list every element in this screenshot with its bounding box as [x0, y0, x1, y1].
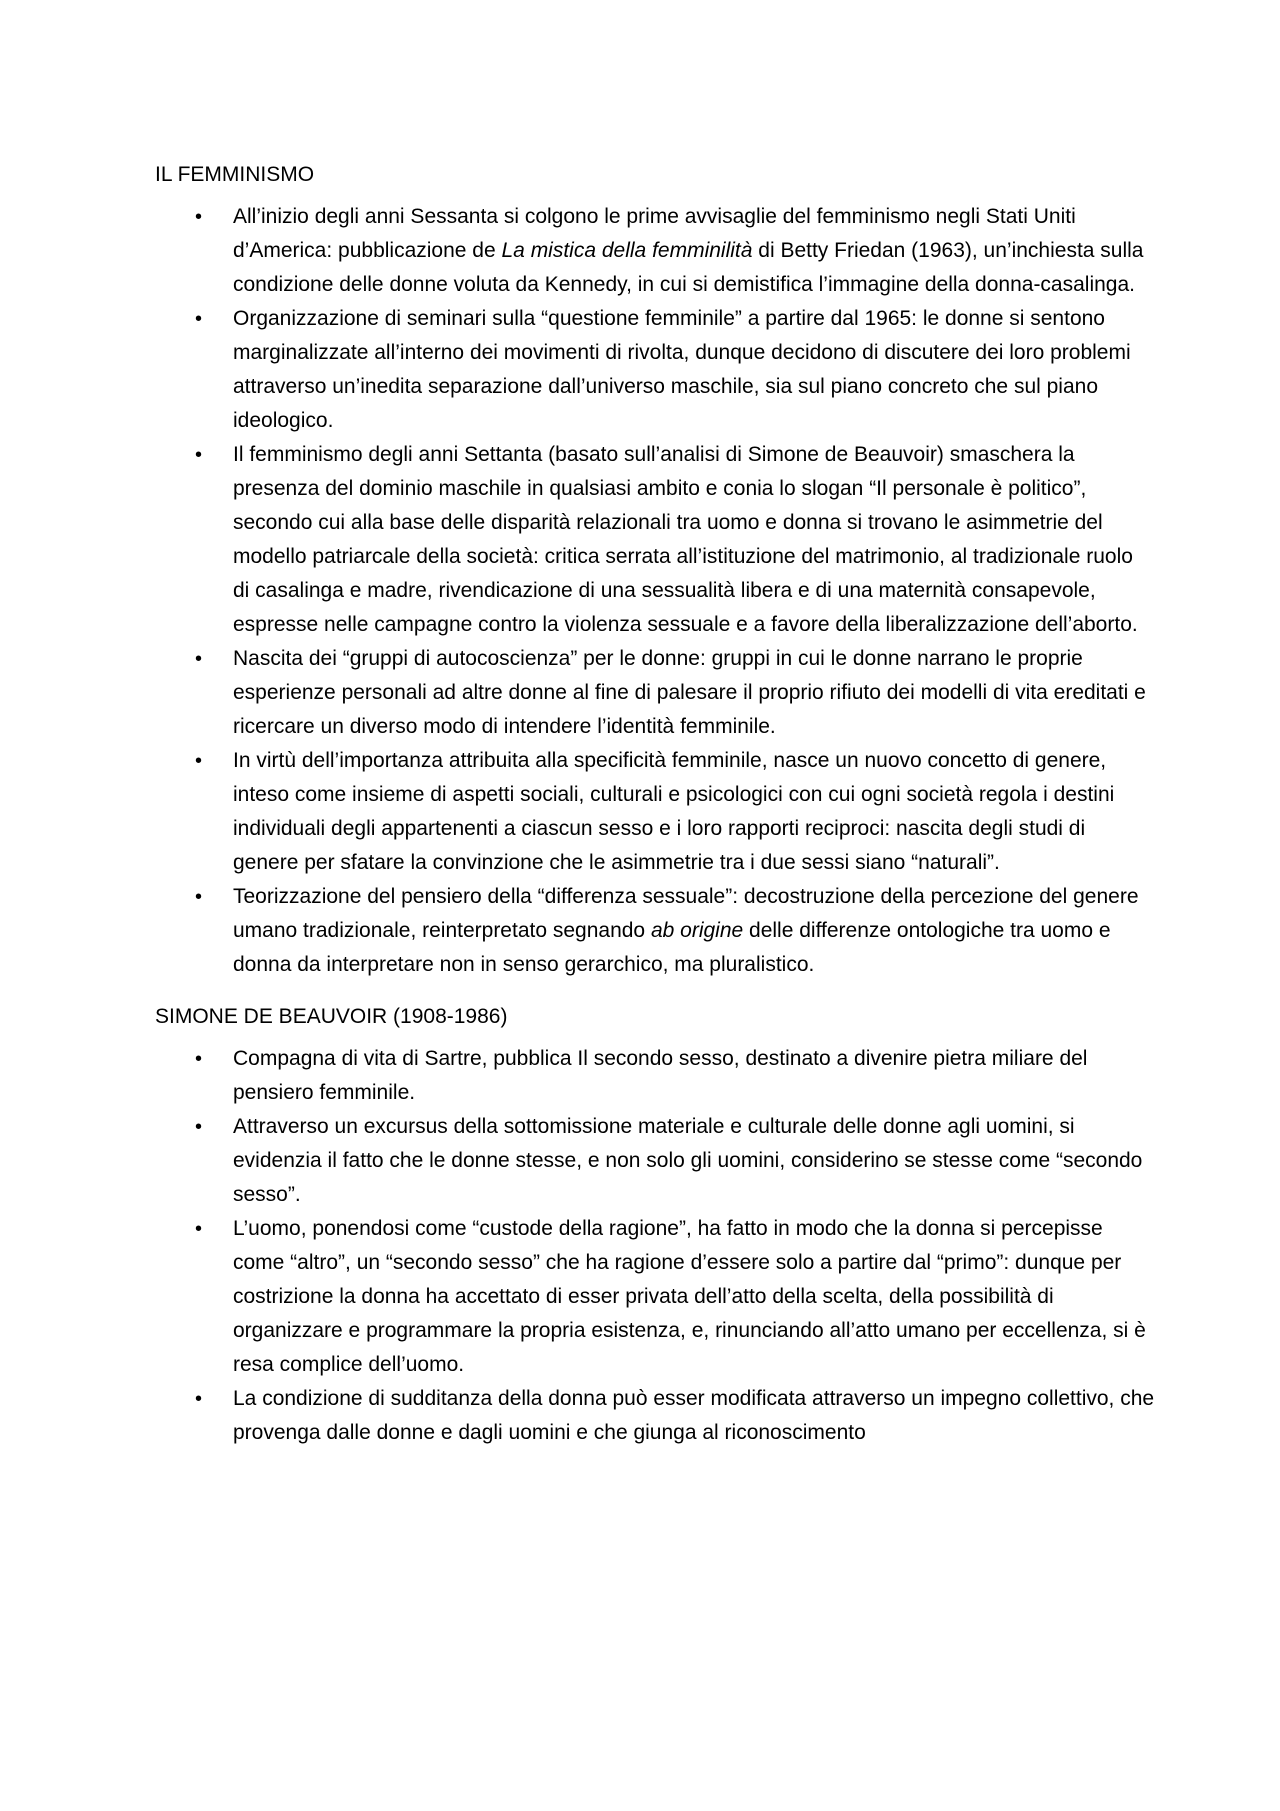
bullet-icon: •: [195, 750, 203, 772]
body-text: delle differenze ontologiche tra uomo e donna da interpretare non in senso gerarchico, ma pluralistico.: [233, 919, 1111, 976]
bullet-icon: •: [195, 1218, 203, 1240]
bullet-icon: •: [195, 886, 203, 908]
bullet-list: [155, 200, 1155, 982]
body-text: Attraverso un excursus della sottomissione materiale e culturale delle donne agli uomini, si evidenzia il fatto che le donne stesse, e non solo gli uomini, considerino se stesse come “secondo sesso”.: [233, 1115, 1143, 1206]
body-text: Teorizzazione del pensiero della “differenza sessuale”: decostruzione della percezione del genere umano tradizionale, reinterpretato segnando: [233, 885, 1139, 942]
body-text: L’uomo, ponendosi come “custode della ragione”, ha fatto in modo che la donna si percepisse come “altro”, un “secondo sesso” che ha ragione d’essere solo a partire dal “primo”: dunque per costrizione la donna ha accettato di esser privata dell’atto della scelta, della possibilità di organizzare e programmare la propria esistenza, e, rinunciando all’atto umano per eccellenza, si è resa complice dell’uomo.: [233, 1217, 1146, 1376]
bullet-icon: •: [195, 206, 203, 228]
italic-text: La mistica della femminilità: [501, 239, 753, 262]
bullet-item: [155, 1110, 1155, 1212]
bullet-item: [155, 1382, 1155, 1450]
body-text: All’inizio degli anni Sessanta si colgono le prime avvisaglie del femminismo negli Stati Uniti d’America: pubblicazione de: [233, 205, 1076, 262]
body-text: Nascita dei “gruppi di autocoscienza” per le donne: gruppi in cui le donne narrano le proprie esperienze personali ad altre donne al fine di palesare il proprio rifiuto dei modelli di vita ereditati e ricercare un diverso modo di intendere l’identità femminile.: [233, 647, 1146, 738]
body-text: Organizzazione di seminari sulla “questione femminile” a partire dal 1965: le donne si sentono marginalizzate all’interno dei movimenti di rivolta, dunque decidono di discutere dei loro problemi attraverso un’inedita separazione dall’universo maschile, sia sul piano concreto che sul piano ideologico.: [233, 307, 1131, 432]
bullet-item: [155, 880, 1155, 982]
section-heading: IL FEMMINISMO: [155, 163, 315, 186]
bullet-icon: •: [195, 444, 203, 466]
body-text: di Betty Friedan (1963), un’inchiesta sulla condizione delle donne voluta da Kennedy, in cui si demistifica l’immagine della donna-casalinga.: [233, 239, 1144, 296]
bullet-item: [155, 1042, 1155, 1110]
italic-text: ab origine: [650, 919, 744, 942]
bullet-icon: •: [195, 1048, 203, 1070]
document-body: [155, 158, 1155, 1468]
body-text: Il femminismo degli anni Settanta (basato sull’analisi di Simone de Beauvoir) smaschera la presenza del dominio maschile in qualsiasi ambito e conia lo slogan “Il personale è politico”, secondo cui alla base delle disparità relazionali tra uomo e donna si trovano le asimmetrie del modello patriarcale della società: critica serrata all’istituzione del matrimonio, al tradizionale ruolo di casalinga e madre, rivendicazione di una sessualità libera e di una maternità consapevole, espresse nelle campagne contro la violenza sessuale e a favore della liberalizzazione dell’aborto.: [233, 443, 1138, 636]
body-text: La condizione di sudditanza della donna può esser modificata attraverso un impegno collettivo, che provenga dalle donne e dagli uomini e che giunga al riconoscimento: [233, 1387, 1155, 1444]
body-text: Compagna di vita di Sartre, pubblica Il secondo sesso, destinato a divenire pietra miliare del pensiero femminile.: [233, 1047, 1088, 1104]
bullet-item: [155, 642, 1155, 744]
bullet-icon: •: [195, 1116, 203, 1138]
bullet-item: [155, 200, 1155, 302]
bullet-item: [155, 744, 1155, 880]
body-text: In virtù dell’importanza attribuita alla specificità femminile, nasce un nuovo concetto di genere, inteso come insieme di aspetti sociali, culturali e psicologici con cui ogni società regola i destini individuali degli appartenenti a ciascun sesso e i loro rapporti reciproci: nascita degli studi di genere per sfatare la convinzione che le asimmetrie tra i due sessi siano “naturali”.: [233, 749, 1115, 874]
bullet-item: [155, 302, 1155, 438]
bullet-list: [155, 1042, 1155, 1450]
bullet-item: [155, 438, 1155, 642]
section-heading: SIMONE DE BEAUVOIR (1908-1986): [155, 1005, 508, 1028]
bullet-item: [155, 1212, 1155, 1382]
bullet-icon: •: [195, 1388, 203, 1410]
bullet-icon: •: [195, 648, 203, 670]
bullet-icon: •: [195, 308, 203, 330]
